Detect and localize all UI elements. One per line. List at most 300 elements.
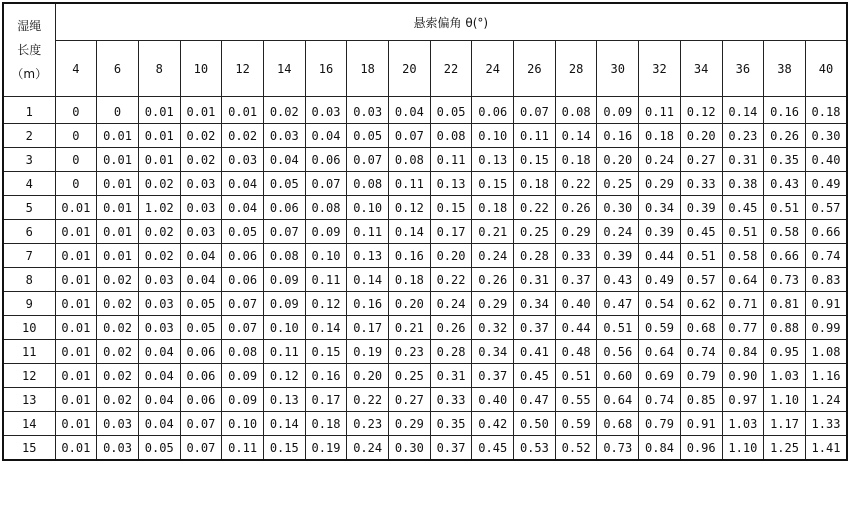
value-cell: 0.51 (555, 364, 597, 388)
value-cell: 0.84 (639, 436, 681, 461)
value-cell: 0.05 (180, 316, 222, 340)
value-cell: 0.07 (222, 316, 264, 340)
value-cell: 0.35 (430, 412, 472, 436)
value-cell: 0.01 (55, 436, 97, 461)
value-cell: 0.02 (138, 172, 180, 196)
value-cell: 1.10 (764, 388, 806, 412)
value-cell: 0.77 (722, 316, 764, 340)
rope-length-cell: 5 (3, 196, 55, 220)
angle-header-cell: 26 (514, 41, 556, 97)
value-cell: 0.15 (514, 148, 556, 172)
value-cell: 0.33 (680, 172, 722, 196)
value-cell: 0.13 (263, 388, 305, 412)
value-cell: 0.66 (764, 244, 806, 268)
value-cell: 0.39 (639, 220, 681, 244)
value-cell: 0.02 (97, 340, 139, 364)
value-cell: 0.04 (138, 388, 180, 412)
value-cell: 0.95 (764, 340, 806, 364)
value-cell: 0.11 (430, 148, 472, 172)
row-label-header (3, 3, 55, 97)
angle-header-cell: 32 (639, 41, 681, 97)
value-cell: 0.29 (555, 220, 597, 244)
value-cell: 0.09 (597, 97, 639, 124)
value-cell: 0.13 (472, 148, 514, 172)
value-cell: 0.02 (222, 124, 264, 148)
value-cell: 0.01 (97, 220, 139, 244)
value-cell: 0.10 (347, 196, 389, 220)
value-cell: 0.05 (430, 97, 472, 124)
row-label-line-1: 湿绳 (17, 19, 42, 33)
value-cell: 0.23 (347, 412, 389, 436)
value-cell: 0.01 (97, 124, 139, 148)
value-cell: 0.07 (263, 220, 305, 244)
value-cell: 0.16 (389, 244, 431, 268)
value-cell: 0.13 (347, 244, 389, 268)
value-cell: 0.27 (389, 388, 431, 412)
value-cell: 0.24 (347, 436, 389, 461)
value-cell: 0.05 (180, 292, 222, 316)
value-cell: 0.01 (55, 340, 97, 364)
angle-header-cell: 12 (222, 41, 264, 97)
value-cell: 0.06 (263, 196, 305, 220)
value-cell: 0.05 (263, 172, 305, 196)
value-cell: 0.06 (472, 97, 514, 124)
value-cell: 0.24 (430, 292, 472, 316)
value-cell: 0.05 (138, 436, 180, 461)
value-cell: 0.04 (222, 172, 264, 196)
value-cell: 0.40 (805, 148, 847, 172)
value-cell: 0.90 (722, 364, 764, 388)
value-cell: 0.21 (389, 316, 431, 340)
value-cell: 0.32 (472, 316, 514, 340)
rope-length-cell: 11 (3, 340, 55, 364)
value-cell: 1.41 (805, 436, 847, 461)
value-cell: 0.91 (680, 412, 722, 436)
value-cell: 0.56 (597, 340, 639, 364)
value-cell: 0.45 (722, 196, 764, 220)
value-cell: 0.17 (430, 220, 472, 244)
value-cell: 0.29 (639, 172, 681, 196)
value-cell: 0.08 (263, 244, 305, 268)
header-title-row (3, 3, 847, 41)
value-cell: 0.59 (639, 316, 681, 340)
rope-length-cell: 12 (3, 364, 55, 388)
value-cell: 0.01 (97, 148, 139, 172)
value-cell: 0.01 (55, 196, 97, 220)
value-cell: 0.01 (138, 124, 180, 148)
angle-header-cell: 38 (764, 41, 806, 97)
value-cell: 0.58 (764, 220, 806, 244)
value-cell: 0.34 (514, 292, 556, 316)
value-cell: 0.43 (597, 268, 639, 292)
value-cell: 0.03 (263, 124, 305, 148)
value-cell: 0.81 (764, 292, 806, 316)
table-row (3, 436, 847, 461)
value-cell: 0.02 (97, 364, 139, 388)
value-cell: 0.11 (305, 268, 347, 292)
value-cell: 0.40 (555, 292, 597, 316)
value-cell: 0.05 (347, 124, 389, 148)
angle-header-cell: 34 (680, 41, 722, 97)
value-cell: 0.59 (555, 412, 597, 436)
value-cell: 0.43 (764, 172, 806, 196)
value-cell: 0.84 (722, 340, 764, 364)
value-cell: 0.11 (263, 340, 305, 364)
angle-header-cell: 30 (597, 41, 639, 97)
value-cell: 0 (55, 124, 97, 148)
value-cell: 0.11 (639, 97, 681, 124)
rope-length-cell: 8 (3, 268, 55, 292)
value-cell: 0.79 (680, 364, 722, 388)
value-cell: 0.03 (305, 97, 347, 124)
value-cell: 0.17 (305, 388, 347, 412)
value-cell: 0.18 (305, 412, 347, 436)
value-cell: 1.10 (722, 436, 764, 461)
value-cell: 0.37 (514, 316, 556, 340)
value-cell: 0.01 (55, 292, 97, 316)
value-cell: 0.02 (180, 124, 222, 148)
value-cell: 0.45 (514, 364, 556, 388)
value-cell: 0.04 (222, 196, 264, 220)
value-cell: 0.21 (472, 220, 514, 244)
value-cell: 0.09 (305, 220, 347, 244)
row-label-line-2: 长度 (17, 43, 42, 57)
value-cell: 0.10 (263, 316, 305, 340)
value-cell: 0.12 (263, 364, 305, 388)
value-cell: 0.22 (514, 196, 556, 220)
value-cell: 0.08 (222, 340, 264, 364)
value-cell: 0.24 (639, 148, 681, 172)
value-cell: 0.22 (430, 268, 472, 292)
value-cell: 0.01 (222, 97, 264, 124)
value-cell: 0.40 (472, 388, 514, 412)
value-cell: 0.04 (138, 340, 180, 364)
value-cell: 0.10 (222, 412, 264, 436)
value-cell: 0.13 (430, 172, 472, 196)
value-cell: 0.74 (639, 388, 681, 412)
value-cell: 0.68 (597, 412, 639, 436)
value-cell: 0.28 (430, 340, 472, 364)
value-cell: 0.18 (389, 268, 431, 292)
value-cell: 0.15 (430, 196, 472, 220)
value-cell: 0.01 (180, 97, 222, 124)
value-cell: 0.03 (180, 172, 222, 196)
table-row (3, 196, 847, 220)
rope-length-cell: 13 (3, 388, 55, 412)
value-cell: 0.06 (180, 364, 222, 388)
value-cell: 0.96 (680, 436, 722, 461)
value-cell: 0.12 (680, 97, 722, 124)
value-cell: 0.11 (222, 436, 264, 461)
rope-length-cell: 9 (3, 292, 55, 316)
value-cell: 0.04 (180, 268, 222, 292)
value-cell: 0.07 (514, 97, 556, 124)
value-cell: 0.08 (389, 148, 431, 172)
table-row (3, 340, 847, 364)
value-cell: 0.34 (639, 196, 681, 220)
table-row (3, 412, 847, 436)
angle-header-cell: 14 (263, 41, 305, 97)
rope-length-cell: 7 (3, 244, 55, 268)
rope-length-cell: 14 (3, 412, 55, 436)
value-cell: 0.30 (597, 196, 639, 220)
value-cell: 1.08 (805, 340, 847, 364)
value-cell: 0.39 (597, 244, 639, 268)
correction-table-container (2, 2, 848, 461)
value-cell: 0.51 (597, 316, 639, 340)
value-cell: 0.35 (764, 148, 806, 172)
table-row (3, 292, 847, 316)
table-header (3, 3, 847, 97)
value-cell: 0.07 (180, 412, 222, 436)
angle-header-cell: 10 (180, 41, 222, 97)
value-cell: 0.07 (389, 124, 431, 148)
value-cell: 0.06 (180, 388, 222, 412)
value-cell: 0.29 (472, 292, 514, 316)
value-cell: 0.04 (180, 244, 222, 268)
value-cell: 1.24 (805, 388, 847, 412)
table-row (3, 364, 847, 388)
value-cell: 0.01 (55, 364, 97, 388)
value-cell: 0.22 (347, 388, 389, 412)
value-cell: 0.09 (222, 364, 264, 388)
value-cell: 0.64 (722, 268, 764, 292)
table-row (3, 268, 847, 292)
table-row (3, 316, 847, 340)
value-cell: 0.62 (680, 292, 722, 316)
value-cell: 0.51 (680, 244, 722, 268)
value-cell: 0.91 (805, 292, 847, 316)
value-cell: 0.33 (555, 244, 597, 268)
value-cell: 0.19 (347, 340, 389, 364)
value-cell: 0.41 (514, 340, 556, 364)
correction-table (2, 2, 848, 461)
value-cell: 1.03 (722, 412, 764, 436)
value-cell: 0.29 (389, 412, 431, 436)
value-cell: 0.37 (430, 436, 472, 461)
value-cell: 1.25 (764, 436, 806, 461)
rope-length-cell: 1 (3, 97, 55, 124)
value-cell: 0.45 (472, 436, 514, 461)
table-row (3, 220, 847, 244)
value-cell: 0.48 (555, 340, 597, 364)
value-cell: 0.85 (680, 388, 722, 412)
value-cell: 0.05 (222, 220, 264, 244)
table-row (3, 388, 847, 412)
table-row (3, 124, 847, 148)
value-cell: 0.22 (555, 172, 597, 196)
value-cell: 0.23 (389, 340, 431, 364)
value-cell: 0.47 (597, 292, 639, 316)
value-cell: 0.14 (263, 412, 305, 436)
value-cell: 1.17 (764, 412, 806, 436)
value-cell: 0.01 (97, 172, 139, 196)
rope-length-cell: 10 (3, 316, 55, 340)
value-cell: 0.07 (347, 148, 389, 172)
value-cell: 0.30 (805, 124, 847, 148)
value-cell: 0 (55, 148, 97, 172)
value-cell: 0.03 (180, 196, 222, 220)
angle-header-cell: 8 (138, 41, 180, 97)
value-cell: 0.03 (222, 148, 264, 172)
value-cell: 0.51 (764, 196, 806, 220)
value-cell: 0.20 (389, 292, 431, 316)
value-cell: 0.34 (472, 340, 514, 364)
value-cell: 0.20 (430, 244, 472, 268)
value-cell: 0.88 (764, 316, 806, 340)
value-cell: 0.02 (97, 292, 139, 316)
table-row (3, 97, 847, 124)
value-cell: 0.42 (472, 412, 514, 436)
value-cell: 0.03 (138, 316, 180, 340)
value-cell: 0.55 (555, 388, 597, 412)
angle-header-cell: 28 (555, 41, 597, 97)
value-cell: 0.47 (514, 388, 556, 412)
column-group-title: 悬索偏角 θ(°) (55, 3, 847, 41)
value-cell: 0.02 (97, 316, 139, 340)
value-cell: 0.01 (55, 412, 97, 436)
value-cell: 0.04 (305, 124, 347, 148)
value-cell: 0.10 (472, 124, 514, 148)
table-row (3, 172, 847, 196)
value-cell: 0.01 (55, 268, 97, 292)
rope-length-cell: 3 (3, 148, 55, 172)
rope-length-cell: 4 (3, 172, 55, 196)
value-cell: 0.20 (680, 124, 722, 148)
value-cell: 0.45 (680, 220, 722, 244)
value-cell: 0.02 (138, 244, 180, 268)
value-cell: 0.01 (55, 388, 97, 412)
rope-length-cell: 15 (3, 436, 55, 461)
value-cell: 1.33 (805, 412, 847, 436)
angle-header-cell: 6 (97, 41, 139, 97)
value-cell: 0.49 (805, 172, 847, 196)
value-cell: 0.68 (680, 316, 722, 340)
value-cell: 0.33 (430, 388, 472, 412)
value-cell: 0.08 (430, 124, 472, 148)
value-cell: 0.10 (305, 244, 347, 268)
value-cell: 0.26 (764, 124, 806, 148)
value-cell: 0.01 (55, 220, 97, 244)
value-cell: 0.52 (555, 436, 597, 461)
value-cell: 0.79 (639, 412, 681, 436)
value-cell: 0.15 (472, 172, 514, 196)
value-cell: 0.14 (347, 268, 389, 292)
angle-header-cell: 22 (430, 41, 472, 97)
value-cell: 0.14 (555, 124, 597, 148)
value-cell: 0.25 (514, 220, 556, 244)
value-cell: 0.27 (680, 148, 722, 172)
value-cell: 0.06 (180, 340, 222, 364)
table-row (3, 244, 847, 268)
value-cell: 0.01 (97, 196, 139, 220)
value-cell: 0.03 (138, 292, 180, 316)
value-cell: 0.02 (97, 268, 139, 292)
value-cell: 0.01 (97, 244, 139, 268)
value-cell: 0.20 (347, 364, 389, 388)
value-cell: 0.66 (805, 220, 847, 244)
value-cell: 0.07 (222, 292, 264, 316)
value-cell: 0.01 (55, 244, 97, 268)
value-cell: 0.01 (55, 316, 97, 340)
value-cell: 0.83 (805, 268, 847, 292)
value-cell: 0.73 (764, 268, 806, 292)
value-cell: 0.23 (722, 124, 764, 148)
value-cell: 0.08 (305, 196, 347, 220)
value-cell: 0.54 (639, 292, 681, 316)
value-cell: 0.04 (389, 97, 431, 124)
value-cell: 0.03 (97, 436, 139, 461)
value-cell: 0.26 (555, 196, 597, 220)
value-cell: 0.11 (347, 220, 389, 244)
value-cell: 0.11 (514, 124, 556, 148)
value-cell: 0.16 (764, 97, 806, 124)
value-cell: 0.24 (597, 220, 639, 244)
value-cell: 0.12 (389, 196, 431, 220)
value-cell: 0 (55, 97, 97, 124)
value-cell: 0.16 (347, 292, 389, 316)
value-cell: 0.09 (263, 268, 305, 292)
value-cell: 0.74 (680, 340, 722, 364)
value-cell: 0.08 (555, 97, 597, 124)
value-cell: 0.31 (514, 268, 556, 292)
value-cell: 0.18 (514, 172, 556, 196)
value-cell: 0.12 (305, 292, 347, 316)
value-cell: 0.26 (430, 316, 472, 340)
value-cell: 0.07 (180, 436, 222, 461)
value-cell: 0.97 (722, 388, 764, 412)
value-cell: 0.44 (639, 244, 681, 268)
angle-header-cell: 4 (55, 41, 97, 97)
value-cell: 0.58 (722, 244, 764, 268)
value-cell: 0.01 (138, 97, 180, 124)
value-cell: 0 (97, 97, 139, 124)
value-cell: 0.09 (263, 292, 305, 316)
value-cell: 0.03 (180, 220, 222, 244)
value-cell: 0.16 (597, 124, 639, 148)
value-cell: 0.57 (680, 268, 722, 292)
value-cell: 0.07 (305, 172, 347, 196)
value-cell: 0.03 (97, 412, 139, 436)
value-cell: 0.03 (138, 268, 180, 292)
value-cell: 0.15 (305, 340, 347, 364)
value-cell: 0.74 (805, 244, 847, 268)
value-cell: 0.71 (722, 292, 764, 316)
value-cell: 0.06 (222, 244, 264, 268)
value-cell: 0.57 (805, 196, 847, 220)
angle-header-cell: 18 (347, 41, 389, 97)
value-cell: 0.38 (722, 172, 764, 196)
value-cell: 1.03 (764, 364, 806, 388)
angle-header-cell: 20 (389, 41, 431, 97)
table-row (3, 148, 847, 172)
row-label-line-3: （m） (11, 67, 48, 81)
value-cell: 1.02 (138, 196, 180, 220)
value-cell: 0.30 (389, 436, 431, 461)
value-cell: 0.49 (639, 268, 681, 292)
value-cell: 0.14 (722, 97, 764, 124)
value-cell: 0.18 (805, 97, 847, 124)
value-cell: 0.50 (514, 412, 556, 436)
rope-length-cell: 2 (3, 124, 55, 148)
value-cell: 0.99 (805, 316, 847, 340)
value-cell: 0.18 (555, 148, 597, 172)
value-cell: 0.04 (138, 412, 180, 436)
value-cell: 0.20 (597, 148, 639, 172)
value-cell: 0.18 (639, 124, 681, 148)
value-cell: 0.11 (389, 172, 431, 196)
value-cell: 1.16 (805, 364, 847, 388)
